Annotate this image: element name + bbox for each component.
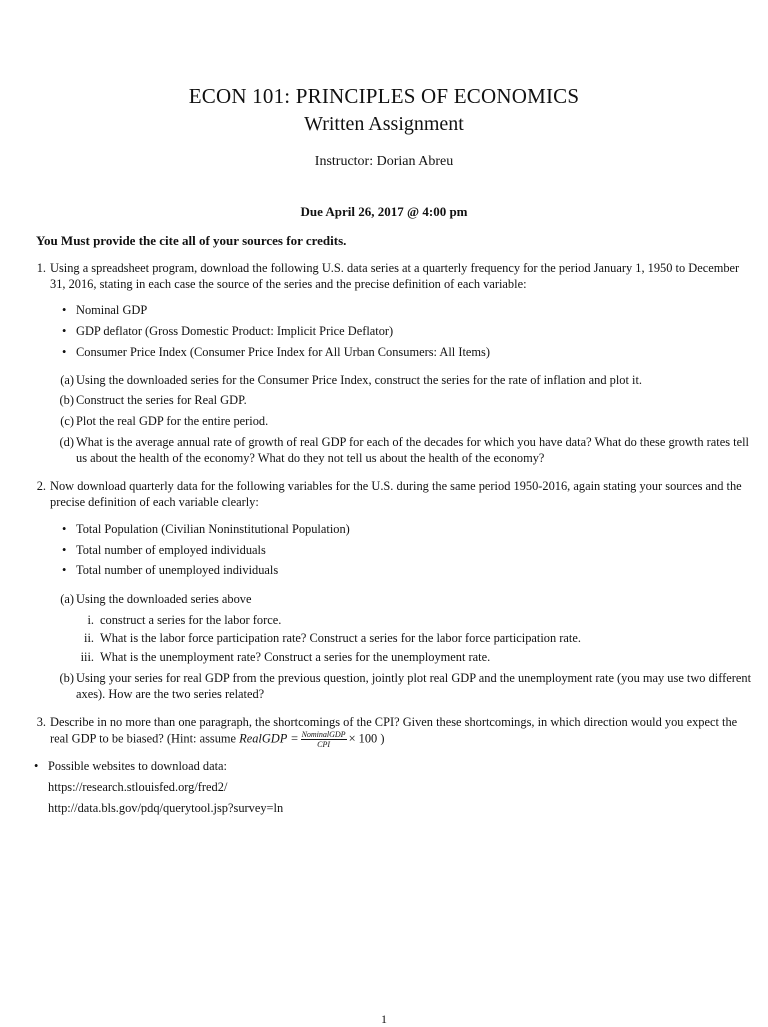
link-fred[interactable]: https://research.stlouisfed.org/fred2/ xyxy=(48,780,228,794)
question-text: Now download quarterly data for the following variables for the U.S. during the same period 1950-2016, again stating your sources and the precise definition of each variable clearly: xyxy=(50,479,742,509)
bullet-icon: • xyxy=(34,759,39,773)
document-subtitle: Written Assignment xyxy=(304,113,464,135)
bullet-icon: • xyxy=(62,563,67,577)
formula-lhs: RealGDP = xyxy=(239,731,299,746)
instructor-line: Instructor: Dorian Abreu xyxy=(314,154,454,169)
page-number: 1 xyxy=(381,1012,387,1026)
question-number: 1. xyxy=(36,261,46,275)
question-text: Using a spreadsheet program, download the following U.S. data series at a quarterly frequency for the period January 1, 1950 to December 31, 2016, stating in each case the source of the series and the precise definition of each variable: xyxy=(50,261,740,291)
bullet-icon: • xyxy=(62,522,67,536)
question-text: Describe in no more than one paragraph, the shortcomings of the CPI? Given these shortcomings, in which direction would you expect the real GDP to be biased? (Hint: assume RealGDP = $\frac{\text{NominalGDP}}{\text{CPI}}$ × 100 ) xyxy=(50,715,738,749)
due-date: Due April 26, 2017 @ 4:00 pm xyxy=(300,204,468,219)
bullet-icon: • xyxy=(62,543,67,557)
bullet-icon: • xyxy=(62,345,67,359)
bullet-icon: • xyxy=(62,303,67,317)
bullet-icon: • xyxy=(62,324,67,338)
sources-notice: You Must provide the cite all of your sources for credits. xyxy=(36,233,347,248)
question-number: 2. xyxy=(36,479,46,493)
formula-rhs: × 100 ) xyxy=(348,731,385,746)
formula-fraction: $\frac{\text{NominalGDP}}{\text{CPI}}$ xyxy=(301,730,346,749)
link-bls[interactable]: http://data.bls.gov/pdq/querytool.jsp?survey=ln xyxy=(48,801,284,815)
question-number: 3. xyxy=(36,715,46,729)
document-title: ECON 101: PRINCIPLES OF ECONOMICS xyxy=(188,84,580,108)
